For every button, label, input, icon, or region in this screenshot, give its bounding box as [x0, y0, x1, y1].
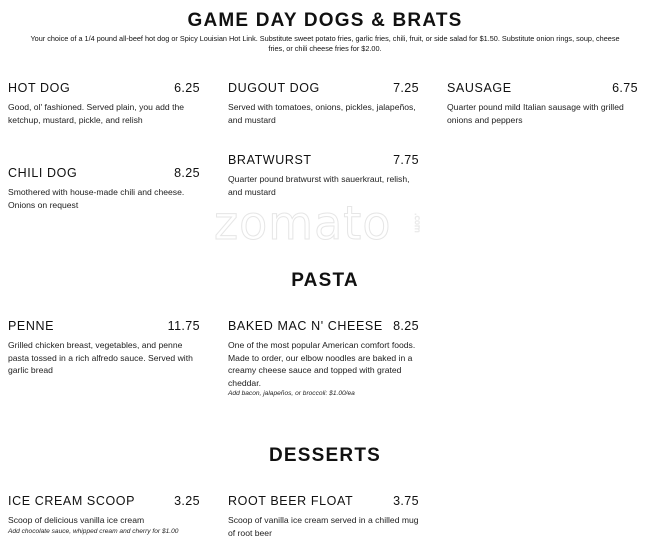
item-description: Good, ol' fashioned. Served plain, you add the ketchup, mustard, pickle, and relish: [8, 102, 185, 125]
menu-item: [8, 81, 200, 126]
item-description: One of the most popular American comfort foods. Made to order, our elbow noodles are baked in a creamy cheese sauce and topped with grated cheddar.: [228, 340, 416, 388]
item-price: 11.75: [167, 319, 200, 333]
item-price: 8.25: [174, 166, 200, 180]
menu-item: [228, 81, 419, 126]
item-name: CHILI DOG: [8, 166, 78, 180]
item-addon-note: Add bacon, jalapeños, or broccoli: $1.00/ea: [228, 390, 355, 397]
intro-line-2: fries, or chili cheese fries for $2.00.: [268, 44, 382, 53]
item-name: DUGOUT DOG: [228, 81, 320, 95]
item-description: Quarter pound mild Italian sausage with grilled onions and peppers: [447, 102, 624, 125]
watermark-suffix: .com: [413, 213, 422, 233]
item-price: 6.25: [174, 81, 200, 95]
item-price: 3.25: [174, 494, 200, 508]
item-addon-note: Add chocolate sauce, whipped cream and cherry for $1.00: [8, 527, 179, 535]
menu-item: [447, 81, 638, 126]
item-description: Scoop of delicious vanilla ice cream: [8, 515, 145, 525]
item-name: PENNE: [8, 319, 55, 333]
item-price: 8.25: [393, 319, 419, 333]
item-name: BAKED MAC N' CHEESE: [228, 319, 383, 333]
item-description: Smothered with house-made chili and cheese. Onions on request: [8, 187, 185, 210]
item-description: Quarter pound bratwurst with sauerkraut, relish, and mustard: [228, 174, 410, 197]
watermark-logo: zomato: [214, 196, 392, 250]
menu-item: [228, 319, 419, 398]
item-description: Scoop of vanilla ice cream served in a chilled mug of root beer: [228, 515, 419, 538]
item-description: Grilled chicken breast, vegetables, and penne pasta tossed in a rich alfredo sauce. Served with garlic bread: [8, 340, 193, 375]
section-title-desserts: DESSERTS: [268, 445, 381, 466]
item-name: BRATWURST: [228, 153, 312, 167]
section-title-pasta: PASTA: [291, 270, 359, 291]
menu-item: [228, 494, 419, 539]
menu-item: [8, 166, 200, 211]
item-price: 7.75: [393, 153, 419, 167]
item-price: 3.75: [393, 494, 419, 508]
menu-item: [228, 153, 419, 198]
item-name: HOT DOG: [8, 81, 71, 95]
section-intro: [8, 34, 642, 54]
intro-line-1: Your choice of a 1/4 pound all-beef hot dog or Spicy Louisian Hot Link. Substitute sweet potato fries, garlic fries, chili, fruit, or side salad for $1.50. Substitute onion rings, soup, cheese: [30, 34, 620, 43]
item-name: ROOT BEER FLOAT: [228, 494, 354, 508]
section-title-game-day: GAME DAY DOGS & BRATS: [187, 10, 463, 31]
menu-item: [8, 319, 200, 377]
item-name: SAUSAGE: [447, 81, 512, 95]
item-price: 6.75: [612, 81, 638, 95]
item-description: Served with tomatoes, onions, pickles, jalapeños, and mustard: [228, 102, 416, 125]
item-name: ICE CREAM SCOOP: [8, 494, 136, 508]
item-price: 7.25: [393, 81, 419, 95]
menu-item: [8, 494, 200, 536]
